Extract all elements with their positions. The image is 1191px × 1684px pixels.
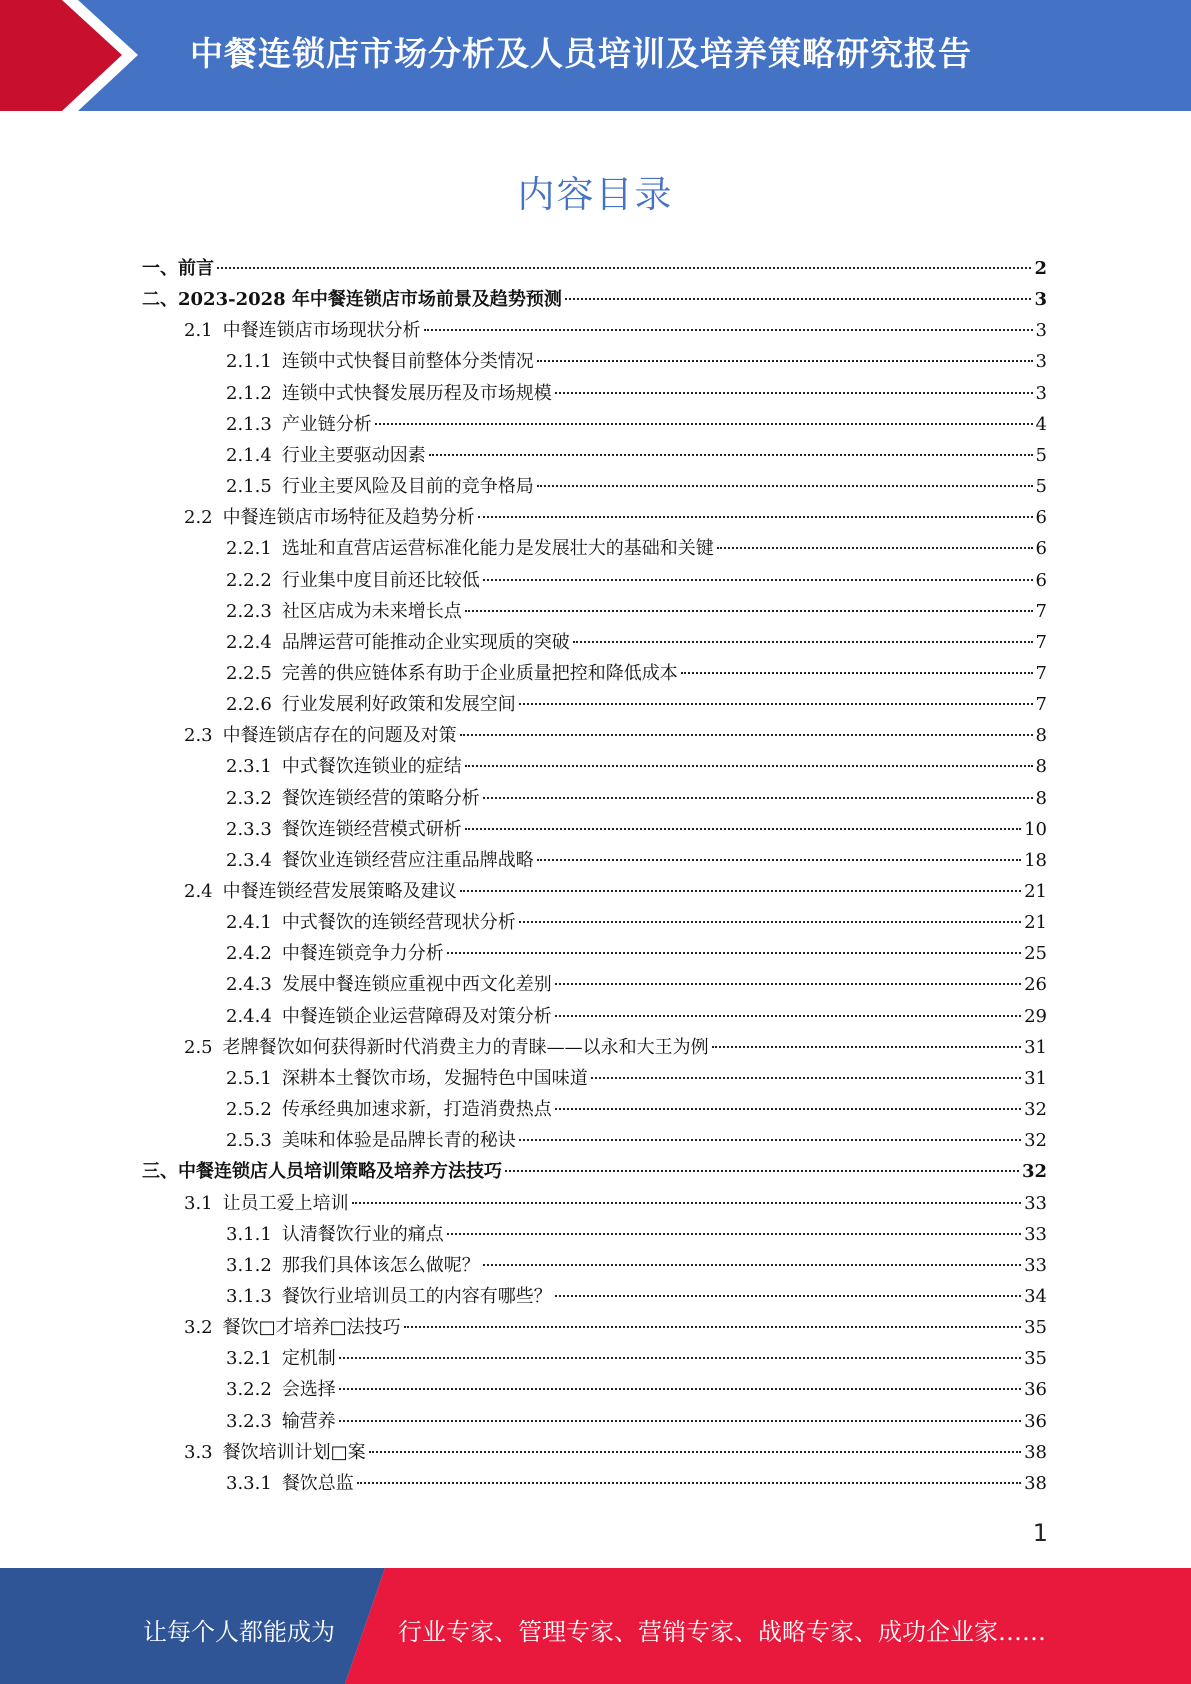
toc-entry-number: 3.1 xyxy=(184,1192,213,1214)
toc-entry-number: 2.3.2 xyxy=(226,787,272,809)
toc-entry-page: 6 xyxy=(1035,538,1047,560)
toc-entry[interactable] xyxy=(226,1219,1047,1250)
toc-dot-leader xyxy=(555,983,1021,985)
toc-entry-page: 5 xyxy=(1035,476,1047,498)
toc-entry-number: 2.4 xyxy=(184,881,213,902)
toc-entry-label: 中餐连锁店人员培训策略及培养方法技巧 xyxy=(178,1161,502,1183)
toc-entry-number: 2.2.3 xyxy=(226,600,272,622)
toc-entry-number: 2.1.3 xyxy=(226,413,272,435)
toc-entry-label: 美味和体验是品牌长青的秘诀 xyxy=(281,1130,516,1152)
toc-entry-number: 2.5.1 xyxy=(226,1067,272,1089)
toc-entry-number: 3.1.1 xyxy=(226,1223,272,1245)
toc-entry[interactable] xyxy=(226,1406,1047,1437)
toc-entry-label: 中餐连锁店市场现状分析 xyxy=(222,320,421,342)
toc-entry-page: 25 xyxy=(1024,943,1047,965)
toc-entry[interactable] xyxy=(184,876,1047,907)
toc-entry[interactable] xyxy=(226,440,1047,471)
toc-entry-page: 36 xyxy=(1024,1379,1047,1401)
toc-entry-label: 中式餐饮的连锁经营现状分析 xyxy=(281,912,516,934)
toc-entry-page: 3 xyxy=(1035,320,1047,342)
toc-entry-number: 3.3.1 xyxy=(226,1472,272,1494)
toc-entry-page: 21 xyxy=(1024,912,1047,934)
toc-entry-label: 品牌运营可能推动企业实现质的突破 xyxy=(281,631,570,653)
toc-entry-page: 32 xyxy=(1024,1099,1047,1121)
toc-entry-number: 2.2.4 xyxy=(226,631,272,653)
toc-entry-label: 中餐连锁企业运营障碍及对策分析 xyxy=(281,1005,552,1027)
toc-entry-label: 定机制 xyxy=(281,1348,336,1370)
toc-dot-leader xyxy=(404,1326,1021,1328)
toc-dot-leader xyxy=(339,1357,1021,1359)
toc-dot-leader xyxy=(681,672,1033,674)
toc-entry-number: 2.1.1 xyxy=(226,351,272,373)
toc-entry-number: 2.2 xyxy=(184,507,213,529)
toc-dot-leader xyxy=(460,890,1021,892)
toc-entry[interactable] xyxy=(184,720,1047,751)
toc-entry-label: 中式餐饮连锁业的症结 xyxy=(281,756,462,778)
toc-entry-label: 餐饮业连锁经营应注重品牌战略 xyxy=(281,849,534,871)
toc-entry-number: 2.4.1 xyxy=(226,912,272,934)
toc-entry-page: 26 xyxy=(1024,974,1047,996)
toc-entry-page: 34 xyxy=(1024,1285,1047,1307)
toc-entry-number: 2.1.2 xyxy=(226,382,272,404)
toc-entry-label: 中餐连锁店存在的问题及对策 xyxy=(222,725,457,747)
toc-entry-label: 餐饮连锁经营模式研析 xyxy=(281,818,462,840)
toc-entry-number: 2.2.6 xyxy=(226,694,272,716)
toc-dot-leader xyxy=(465,765,1033,767)
toc-entry-label: 餐饮连锁经营的策略分析 xyxy=(281,787,480,809)
toc-entry-page: 38 xyxy=(1024,1472,1047,1494)
toc-dot-leader xyxy=(447,952,1021,954)
toc-entry-number: 三、 xyxy=(142,1161,178,1183)
toc-entry-number: 2.2.5 xyxy=(226,662,272,684)
toc-entry-page: 31 xyxy=(1024,1067,1047,1089)
toc-entry-label: 行业主要风险及目前的竞争格局 xyxy=(281,476,534,498)
toc-entry-number: 3.1.2 xyxy=(226,1254,272,1276)
toc-entry-number: 3.3 xyxy=(184,1441,213,1463)
toc-entry-label: 中餐连锁竞争力分析 xyxy=(281,943,444,965)
toc-dot-leader xyxy=(352,1202,1021,1204)
toc-entry-number: 3.1.3 xyxy=(226,1285,272,1307)
toc-dot-leader xyxy=(555,392,1033,394)
toc-entry-page: 6 xyxy=(1035,569,1047,591)
toc-entry[interactable] xyxy=(184,502,1047,533)
toc-dot-leader xyxy=(465,828,1021,830)
toc-entry-page: 35 xyxy=(1024,1348,1047,1370)
toc-entry-label: 发展中餐连锁应重视中西文化差别 xyxy=(281,974,552,996)
toc-dot-leader xyxy=(555,1015,1021,1017)
toc-dot-leader xyxy=(537,360,1033,362)
toc-entry-number: 2.3.1 xyxy=(226,756,272,778)
toc-entry-label: 前言 xyxy=(178,258,214,279)
toc-entry-number: 2.1.4 xyxy=(226,444,272,466)
toc-entry-page: 32 xyxy=(1024,1130,1047,1152)
toc-dot-leader xyxy=(555,1295,1021,1297)
toc-entry[interactable] xyxy=(226,783,1047,814)
toc-heading: 内容目录 xyxy=(517,173,674,216)
toc-entry-label: 深耕本土餐饮市场，发掘特色中国味道 xyxy=(281,1067,588,1089)
toc-entry-label: 完善的供应链体系有助于企业质量把控和降低成本 xyxy=(281,662,678,684)
toc-entry-page: 32 xyxy=(1021,1161,1047,1183)
toc-entry-page: 7 xyxy=(1035,631,1047,653)
page-header xyxy=(0,0,1191,111)
toc-entry-number: 2.1 xyxy=(184,320,213,342)
toc-dot-leader xyxy=(460,734,1033,736)
toc-entry-number: 2.4.2 xyxy=(226,943,272,965)
toc-entry-page: 29 xyxy=(1024,1005,1047,1027)
toc-entry-page: 21 xyxy=(1024,881,1047,902)
toc-entry[interactable] xyxy=(226,565,1047,596)
toc-entry-page: 7 xyxy=(1035,600,1047,622)
toc-dot-leader xyxy=(591,1077,1021,1079)
toc-entry-page: 18 xyxy=(1024,849,1047,871)
toc-entry-page: 33 xyxy=(1024,1192,1047,1214)
toc-dot-leader xyxy=(519,921,1021,923)
toc-dot-leader xyxy=(565,298,1032,300)
toc-entry-number: 3.2.2 xyxy=(226,1379,272,1401)
toc-entry-page: 3 xyxy=(1035,351,1047,373)
toc-entry[interactable] xyxy=(226,533,1047,564)
toc-entry-page: 31 xyxy=(1024,1036,1047,1058)
toc-entry-label: 那我们具体该怎么做呢？ xyxy=(281,1254,480,1276)
toc-dot-leader xyxy=(357,1482,1021,1484)
toc-entry-number: 3.2.1 xyxy=(226,1348,272,1370)
toc-entry-number: 2.4.4 xyxy=(226,1005,272,1027)
toc-entry-number: 2.3.4 xyxy=(226,849,272,871)
toc-entry-page: 8 xyxy=(1035,725,1047,747)
footer-tagline: 行业专家、管理专家、营销专家、战略专家、成功企业家…… xyxy=(398,1618,1046,1646)
toc-entry[interactable] xyxy=(226,1374,1047,1405)
toc-dot-leader xyxy=(483,797,1033,799)
toc-entry-label: 餐饮□才培养□法技巧 xyxy=(222,1317,401,1339)
page-footer xyxy=(0,1568,1191,1684)
toc-entry-page: 7 xyxy=(1035,662,1047,684)
toc-dot-leader xyxy=(519,703,1033,705)
toc-entry-label: 行业集中度目前还比较低 xyxy=(281,569,480,591)
toc-entry-page: 33 xyxy=(1024,1223,1047,1245)
toc-entry[interactable] xyxy=(226,751,1047,782)
toc-entry-number: 3.2 xyxy=(184,1317,213,1339)
toc-entry-label: 餐饮培训计划□案 xyxy=(222,1441,366,1463)
toc-entry-number: 二、 xyxy=(142,289,178,311)
toc-dot-leader xyxy=(447,1233,1021,1235)
toc-entry-number: 2.3.3 xyxy=(226,818,272,840)
toc-entry[interactable] xyxy=(226,814,1047,845)
toc-entry-label: 中餐连锁店市场特征及趋势分析 xyxy=(222,507,475,529)
toc-entry-label: 中餐连锁经营发展策略及建议 xyxy=(222,881,457,902)
toc-entry-number: 2.5 xyxy=(184,1036,213,1058)
toc-entry-number: 2.2.1 xyxy=(226,538,272,560)
toc-entry-page: 3 xyxy=(1035,382,1047,404)
toc-dot-leader xyxy=(217,267,1031,269)
toc-entry-number: 2.1.5 xyxy=(226,476,272,498)
report-title: 中餐连锁店市场分析及人员培训及培养策略研究报告 xyxy=(190,34,972,73)
toc-dot-leader xyxy=(339,1420,1021,1422)
toc-entry[interactable] xyxy=(142,1156,1047,1187)
toc-entry[interactable] xyxy=(226,658,1047,689)
toc-entry-page: 36 xyxy=(1024,1410,1047,1432)
toc-entry-page: 2 xyxy=(1034,258,1047,279)
toc-entry[interactable] xyxy=(226,1343,1047,1374)
toc-entry-label: 让员工爱上培训 xyxy=(222,1192,349,1214)
toc-dot-leader xyxy=(537,485,1033,487)
toc-entry[interactable] xyxy=(184,1437,1047,1468)
toc-entry-page: 10 xyxy=(1024,818,1047,840)
toc-dot-leader xyxy=(537,859,1021,861)
toc-entry[interactable] xyxy=(184,1032,1047,1063)
toc-entry[interactable] xyxy=(226,596,1047,627)
toc-entry-page: 8 xyxy=(1035,756,1047,778)
toc-entry-number: 2.2.2 xyxy=(226,569,272,591)
toc-entry[interactable] xyxy=(226,1468,1047,1499)
toc-entry[interactable] xyxy=(142,284,1047,315)
toc-entry[interactable] xyxy=(226,627,1047,658)
toc-dot-leader xyxy=(465,610,1033,612)
toc-entry-page: 6 xyxy=(1035,507,1047,529)
toc-entry-label: 2023-2028 年中餐连锁店市场前景及趋势预测 xyxy=(178,289,562,311)
toc-dot-leader xyxy=(369,1451,1021,1453)
toc-entry[interactable] xyxy=(226,1125,1047,1156)
toc-entry-label: 餐饮总监 xyxy=(281,1472,354,1494)
toc-entry-number: 2.4.3 xyxy=(226,974,272,996)
toc-entry[interactable] xyxy=(226,1063,1047,1094)
toc-entry-page: 7 xyxy=(1035,694,1047,716)
toc-entry-number: 3.2.3 xyxy=(226,1410,272,1432)
toc-entry[interactable] xyxy=(226,969,1047,1000)
toc-entry-page: 35 xyxy=(1024,1317,1047,1339)
toc-entry-label: 连锁中式快餐发展历程及市场规模 xyxy=(281,382,552,404)
toc-dot-leader xyxy=(478,516,1033,518)
toc-entry-number: 2.3 xyxy=(184,725,213,747)
toc-entry-number: 一、 xyxy=(142,258,178,279)
toc-entry-page: 4 xyxy=(1035,413,1047,435)
toc-dot-leader xyxy=(505,1170,1019,1172)
toc-entry-label: 输营养 xyxy=(281,1410,336,1432)
toc-entry[interactable] xyxy=(226,907,1047,938)
toc-entry[interactable] xyxy=(142,253,1047,284)
toc-entry[interactable] xyxy=(226,689,1047,720)
footer-slogan: 让每个人都能成为 xyxy=(143,1618,335,1646)
toc-entry[interactable] xyxy=(226,1281,1047,1312)
toc-entry-label: 产业链分析 xyxy=(281,413,372,435)
toc-dot-leader xyxy=(375,423,1033,425)
toc-entry-label: 行业主要驱动因素 xyxy=(281,444,426,466)
toc-entry[interactable] xyxy=(184,1312,1047,1343)
toc-entry[interactable] xyxy=(226,471,1047,502)
toc-dot-leader xyxy=(339,1388,1021,1390)
toc-entry[interactable] xyxy=(226,845,1047,876)
toc-dot-leader xyxy=(429,454,1033,456)
toc-dot-leader xyxy=(717,547,1033,549)
toc-entry-page: 38 xyxy=(1024,1441,1047,1463)
toc-entry[interactable] xyxy=(184,1188,1047,1219)
toc-entry[interactable] xyxy=(226,1250,1047,1281)
toc-entry[interactable] xyxy=(226,378,1047,409)
toc-dot-leader xyxy=(712,1046,1021,1048)
toc-dot-leader xyxy=(483,1264,1021,1266)
toc-entry-label: 选址和直营店运营标准化能力是发展壮大的基础和关键 xyxy=(281,538,714,560)
toc-entry[interactable] xyxy=(226,938,1047,969)
toc-entry-number: 2.5.3 xyxy=(226,1130,272,1152)
toc-entry-page: 3 xyxy=(1034,289,1047,311)
toc-entry-page: 5 xyxy=(1035,444,1047,466)
page-number: 1 xyxy=(1032,1519,1048,1547)
toc-entry-page: 8 xyxy=(1035,787,1047,809)
toc-entry[interactable] xyxy=(226,409,1047,440)
toc-entry-number: 2.5.2 xyxy=(226,1099,272,1121)
toc-entry[interactable] xyxy=(226,1001,1047,1032)
toc-entry-label: 老牌餐饮如何获得新时代消费主力的青睐——以永和大王为例 xyxy=(222,1036,709,1058)
toc-dot-leader xyxy=(424,329,1033,331)
toc-entry-label: 会选择 xyxy=(281,1379,336,1401)
toc-entry[interactable] xyxy=(226,346,1047,377)
toc-entry-label: 餐饮行业培训员工的内容有哪些？ xyxy=(281,1285,552,1307)
toc-entry-page: 33 xyxy=(1024,1254,1047,1276)
toc-entry-label: 行业发展利好政策和发展空间 xyxy=(281,694,516,716)
toc-entry[interactable] xyxy=(184,315,1047,346)
toc-entry[interactable] xyxy=(226,1094,1047,1125)
toc-entry-label: 社区店成为未来增长点 xyxy=(281,600,462,622)
toc-entry-label: 认清餐饮行业的痛点 xyxy=(281,1223,444,1245)
toc-entry-label: 传承经典加速求新，打造消费热点 xyxy=(281,1099,552,1121)
toc-dot-leader xyxy=(555,1108,1021,1110)
toc-dot-leader xyxy=(573,641,1033,643)
toc-entry-label: 连锁中式快餐目前整体分类情况 xyxy=(281,351,534,373)
toc-dot-leader xyxy=(483,579,1033,581)
toc-dot-leader xyxy=(519,1139,1021,1141)
